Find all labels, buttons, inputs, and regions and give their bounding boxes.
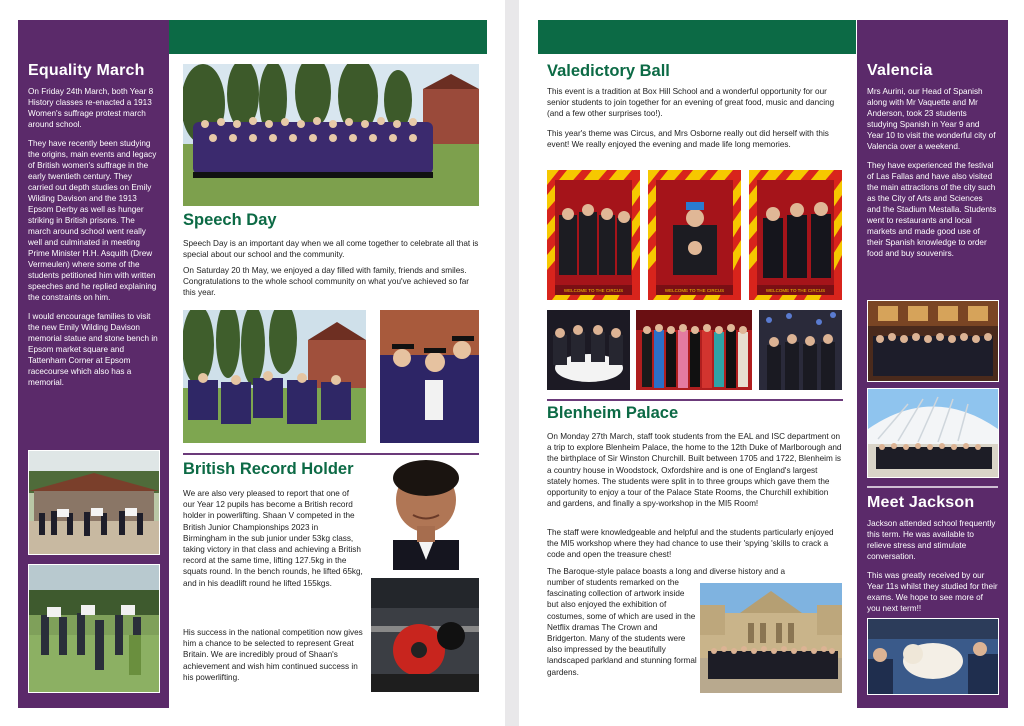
- jackson-dog-photo: [867, 618, 999, 695]
- blenheim-text-2: The staff were knowledgeable and helpful and the students particularly enjoyed the MI5 workshop where they had chance to use their 'spying 'skills to crack a code and open the treasure chest!: [547, 528, 834, 560]
- record-text-2: His success in the national competition now gives him a chance to be selected to represent Great Britain. We are incredibly proud of Shaan's achievement and wish him continued success in his powerlifting.: [183, 628, 363, 682]
- circus-booth-photo-2: [648, 170, 741, 300]
- jackson-title: Meet Jackson: [867, 494, 975, 511]
- booth-caption-2: WELCOME TO THE CIRCUS: [664, 288, 725, 293]
- ball-dancing-photo: [759, 310, 842, 390]
- record-text-1: We are also very pleased to report that one of our Year 12 pupils has become a British record holder in powerlifting. Shaan V competed in the British Junior Championships 2023 in Birmingham in the sub junior under 53kg class, taking victory in that class and achieving a British record at the same time, lifting 127.5kg in the squats round. In the bench rounds, he lifted 65kg, and in his deadlift round he lifted 155kgs.: [183, 489, 363, 588]
- record-divider: [183, 453, 479, 455]
- right-page: [519, 0, 1024, 726]
- blenheim-title: Blenheim Palace: [547, 404, 679, 422]
- march-photo-1: [28, 450, 160, 555]
- speech-day-text-1: Speech Day is an important day when we all come together to celebrate all that is special about our school and the community.: [183, 239, 479, 260]
- right-header-bar: [538, 20, 856, 54]
- speech-day-photo-1: [183, 310, 366, 443]
- valencia-arts-science-photo: [867, 388, 999, 478]
- blenheim-palace-photo: [700, 583, 842, 693]
- ball-text-2: This year's theme was Circus, and Mrs Osborne really out did herself with this event! We really enjoyed the evening and made life long memories.: [547, 129, 829, 150]
- speech-day-photo-2: [380, 310, 479, 443]
- valencia-text-1: Mrs Aurini, our Head of Spanish along with Mr Vaquette and Mr Anderson, took 23 students studying Spanish in Year 9 and Year 10 to visit the wonderful city of Valencia over a weekend.: [867, 87, 996, 151]
- booth-caption-1: WELCOME TO THE CIRCUS: [563, 288, 624, 293]
- march-photo-2: [28, 564, 160, 693]
- ball-text-1: This event is a tradition at Box Hill School and a wonderful opportunity for our senior students to join together for an evening of great food, music and dancing (and a few other surprises too!).: [547, 87, 835, 119]
- blenheim-text-3a: The Baroque-style palace boasts a long and diverse history and a: [547, 567, 786, 576]
- equality-text-2: They have recently been studying the origins, main events and legacy of British women's suffrage in the early twentieth century. They carried out depth studies on Emily Wilding Davison and the 1913 Epsom Derby as well as hunger striking in British prisons. The march around school went really well and culminated in meeting Prime Minister H.H. Asquith (Drew Vermeulen) where some of the students petitioned him with written speeches and he replied explaining the constraints on him.: [28, 139, 157, 302]
- left-header-bar: [169, 20, 487, 54]
- equality-title: Equality March: [28, 62, 145, 79]
- speech-day-text-2: On Saturday 20 th May, we enjoyed a day filled with family, friends and smiles. Congratulations to the whole school community on what you've achieved so far this year.: [183, 266, 470, 298]
- valencia-text-2: They have experienced the festival of Las Fallas and have also visited the main attractions of the city such as the City of Arts and Sciences and the Stadium Mestalla. Students went to restaurants and local markets and made good use of their Spanish knowledge to order food and buy souvenirs.: [867, 161, 997, 258]
- ball-title: Valedictory Ball: [547, 62, 670, 80]
- circus-booth-photo-3: [749, 170, 842, 300]
- blenheim-text-3b: number of students remarked on the fascinating collection of artwork inside but also enjoyed the exhibition of costumes, some of which are used in the Netflix dramas The Crown and Bridgerton. Many of the students were also impressed by the beautifully landscaped parkland and stunning formal gardens.: [547, 578, 697, 677]
- valencia-title: Valencia: [867, 62, 933, 79]
- circus-booth-photo-1: [547, 170, 640, 300]
- jackson-text-1: Jackson attended school frequently this term. He was available to relieve stress and stimulate conversation.: [867, 519, 996, 561]
- graduation-group-photo: [183, 64, 479, 206]
- powerlifting-weights-photo: [371, 578, 479, 692]
- booth-caption-3: WELCOME TO THE CIRCUS: [765, 288, 826, 293]
- blenheim-divider: [547, 399, 843, 401]
- jackson-divider: [867, 486, 998, 488]
- left-page: [0, 0, 505, 726]
- ball-group-photo: [636, 310, 752, 390]
- shaan-portrait-photo: [373, 460, 479, 570]
- equality-text-3: I would encourage families to visit the new Emily Wilding Davison memorial statue and stone bench in Epsom market square and Tattenham Corner at Epsom racecourse which also has a memorial.: [28, 312, 158, 387]
- record-title: British Record Holder: [183, 460, 354, 478]
- speech-day-title: Speech Day: [183, 211, 277, 229]
- blenheim-text-1: On Monday 27th March, staff took students from the EAL and ISC department on a trip to explore Blenheim Palace, the home to the 12th Duke of Marlborough and the birthplace of Sir Winston Churchill. Built between 1705 and 1722, Blenheim is a country house in Woodstock, Oxfordshire and is one of England's largest stately homes. The students were split in to three groups which gave them the opportunity to enjoy a tour of the Palace State Rooms, the Churchill exhibition and gardens, and finally a spy-workshop in the MI5 Room!: [547, 432, 842, 509]
- valencia-restaurant-photo: [867, 300, 999, 382]
- equality-text-1: On Friday 24th March, both Year 8 History classes re-enacted a 1913 Women's suffrage protest march around school.: [28, 87, 154, 129]
- ball-dinner-photo: [547, 310, 630, 390]
- jackson-text-2: This was greatly received by our Year 11s whilst they studied for their exams. We hope to see more of you next term!!: [867, 571, 998, 613]
